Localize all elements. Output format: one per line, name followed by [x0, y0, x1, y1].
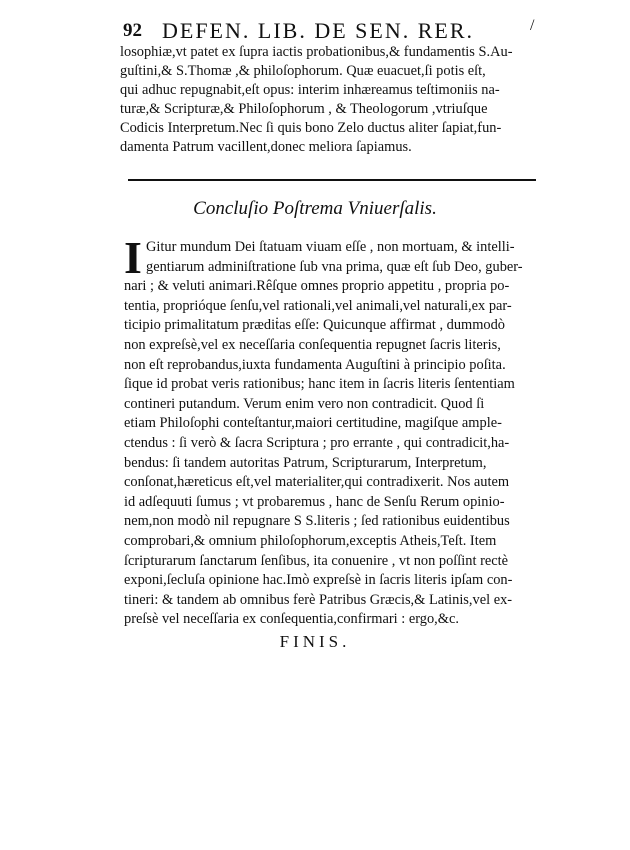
text-line: qui adhuc repugnabit,eſt opus: interim inhæreamus teſtimoniis na-: [120, 82, 500, 98]
text-line: ſique id probat veris rationibus; hanc item in ſacris literis ſententiam: [124, 376, 515, 393]
text-line: Gitur mundum Dei ſtatuam viuam eſſe , non mortuam, & intelli-: [146, 239, 515, 255]
text-line: turæ,& Scripturæ,& Philoſophorum , & Theologorum ,vtriuſque: [120, 101, 488, 117]
margin-mark: /: [530, 17, 535, 34]
text-line: losophiæ,vt patet ex ſupra iactis probationibus,& fundamentis S.Au-: [120, 44, 513, 60]
text-line: id adſequuti ſumus ; vt probaremus , hanc de Senſu Rerum opinio-: [124, 493, 505, 510]
text-line: tentia, proprióque ſenſu,vel rationali,vel animali,vel naturali,ex par-: [124, 297, 512, 314]
page-number: 92: [123, 20, 142, 41]
top-paragraph: [120, 43, 540, 157]
conclusion-paragraph: [124, 232, 544, 630]
text-line: damenta Patrum vacillent,donec meliora ſapiamus.: [120, 139, 412, 155]
text-line: tineri: & tandem ab omnibus ferè Patribus Græcis,& Latinis,vel ex-: [124, 591, 513, 608]
text-line: ctendus : ſi verò & ſacra Scriptura ; pro errante , qui contradicit,ha-: [124, 434, 510, 451]
text-line: non expreſsè,vel ex neceſſaria conſequentia repugnet ſacris literis,: [124, 336, 501, 353]
text-line: Codicis Interpretum.Nec ſi quis bono Zelo ductus aliter ſapiat,fun-: [120, 120, 502, 136]
running-head: DEFEN. LIB. DE SEN. RER.: [162, 18, 474, 43]
text-line: nem,non modò nil repugnare S S.literis ; ſed rationibus euidentibus: [124, 513, 510, 530]
text-line: contineri putandum. Verum enim vero non contradicit. Quod ſi: [124, 395, 485, 412]
text-line: comprobari,& omnium philoſophorum,exceptis Atheis,Teſt. Item: [124, 532, 497, 549]
text-line: non eſt reprobandus,iuxta fundamenta Auguſtini à principio poſita.: [124, 356, 506, 373]
text-line: nari ; & veluti animari.Rêſque omnes proprio appetitu , propria po-: [124, 278, 510, 295]
section-title: Concluſio Poſtrema Vniuerſalis.: [193, 198, 437, 219]
drop-cap: I: [124, 232, 142, 283]
text-line: etiam Philoſophi conteſtantur,maiori certitudine, magiſque ample-: [124, 415, 502, 432]
text-line: conſonat,hæreticus eſt,vel materialiter,qui contradixerit. Nos autem: [124, 474, 510, 491]
text-line: bendus: ſi tandem autoritas Patrum, Scripturarum, Interpretum,: [124, 454, 487, 471]
horizontal-rule: [128, 179, 536, 181]
text-line: gentiarum adminiſtratione ſub vna prima, quæ eſt ſub Deo, guber-: [146, 258, 523, 275]
finis-colophon: FINIS.: [279, 632, 351, 651]
text-line: ticipio primalitatum prædiṫas eſſe: Quicunque affirmat , dummodò: [124, 317, 506, 334]
text-line: preſsè vel neceſſaria ex conſequentia,confirmari : ergo,&c.: [124, 611, 459, 628]
text-line: exponi,ſecluſa opinione hac.Imò expreſsè in ſacris literis ipſam con-: [124, 572, 513, 589]
text-line: guſtini,& S.Thomæ ,& philoſophorum. Quæ euacuet,ſi potis eſt,: [120, 63, 486, 79]
text-line: ſcripturarum ſanctarum ſenſibus, ita conuenire , vt non poſſint rectè: [124, 552, 509, 569]
